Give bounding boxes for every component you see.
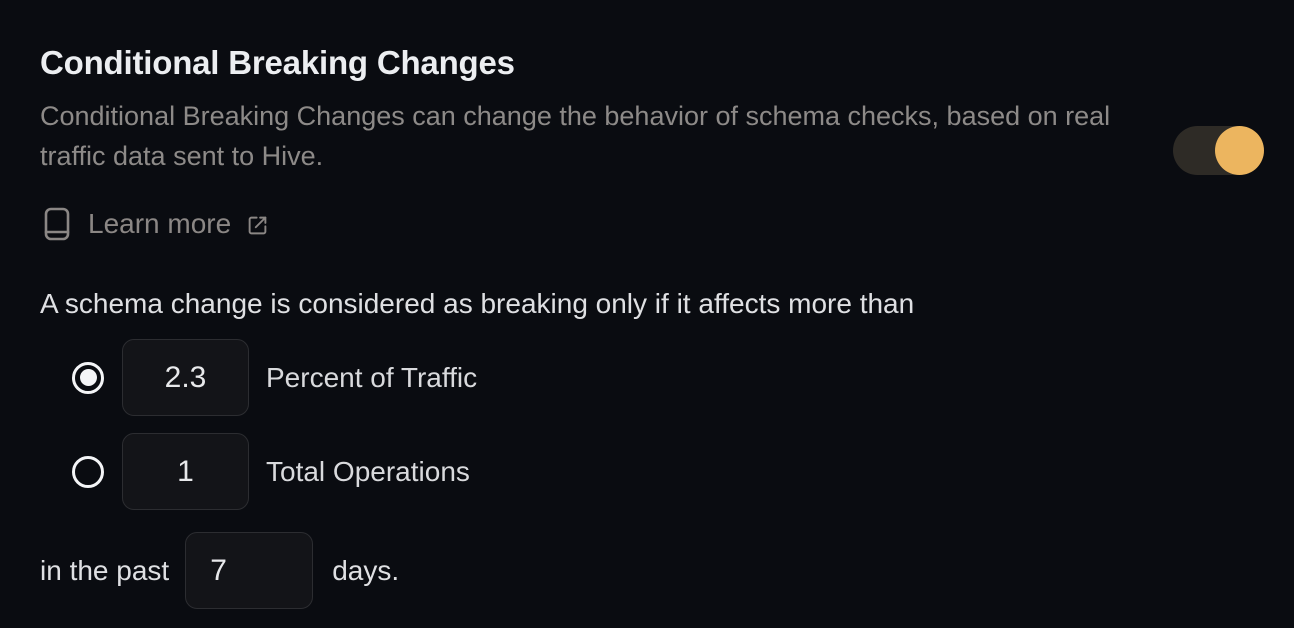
days-input[interactable]	[185, 532, 313, 609]
period-prefix-text: in the past	[40, 554, 170, 586]
external-link-icon	[247, 215, 268, 236]
page-title: Conditional Breaking Changes	[40, 44, 515, 81]
percent-of-traffic-radio[interactable]	[72, 362, 104, 394]
period-row	[40, 532, 399, 609]
total-operations-label: Total Operations	[266, 455, 470, 487]
conditional-breaking-changes-toggle[interactable]	[1173, 126, 1263, 175]
total-operations-radio[interactable]	[72, 456, 104, 488]
period-suffix-text: days.	[332, 554, 400, 586]
learn-more-link[interactable]	[44, 207, 268, 241]
section-description: Conditional Breaking Changes can change the behavior of schema checks, based on real traffic data sent to Hive.	[40, 101, 1111, 171]
learn-more-label: Learn more	[88, 208, 232, 239]
percent-of-traffic-input[interactable]	[122, 339, 249, 416]
toggle-knob-icon	[1215, 126, 1264, 175]
percent-of-traffic-label: Percent of Traffic	[266, 361, 478, 393]
total-operations-input[interactable]	[122, 433, 249, 510]
total-operations-row	[72, 433, 470, 510]
condition-intro-text: A schema change is considered as breaking only if it affects more than	[40, 288, 915, 319]
percent-of-traffic-row	[72, 339, 477, 416]
book-icon	[44, 207, 70, 241]
